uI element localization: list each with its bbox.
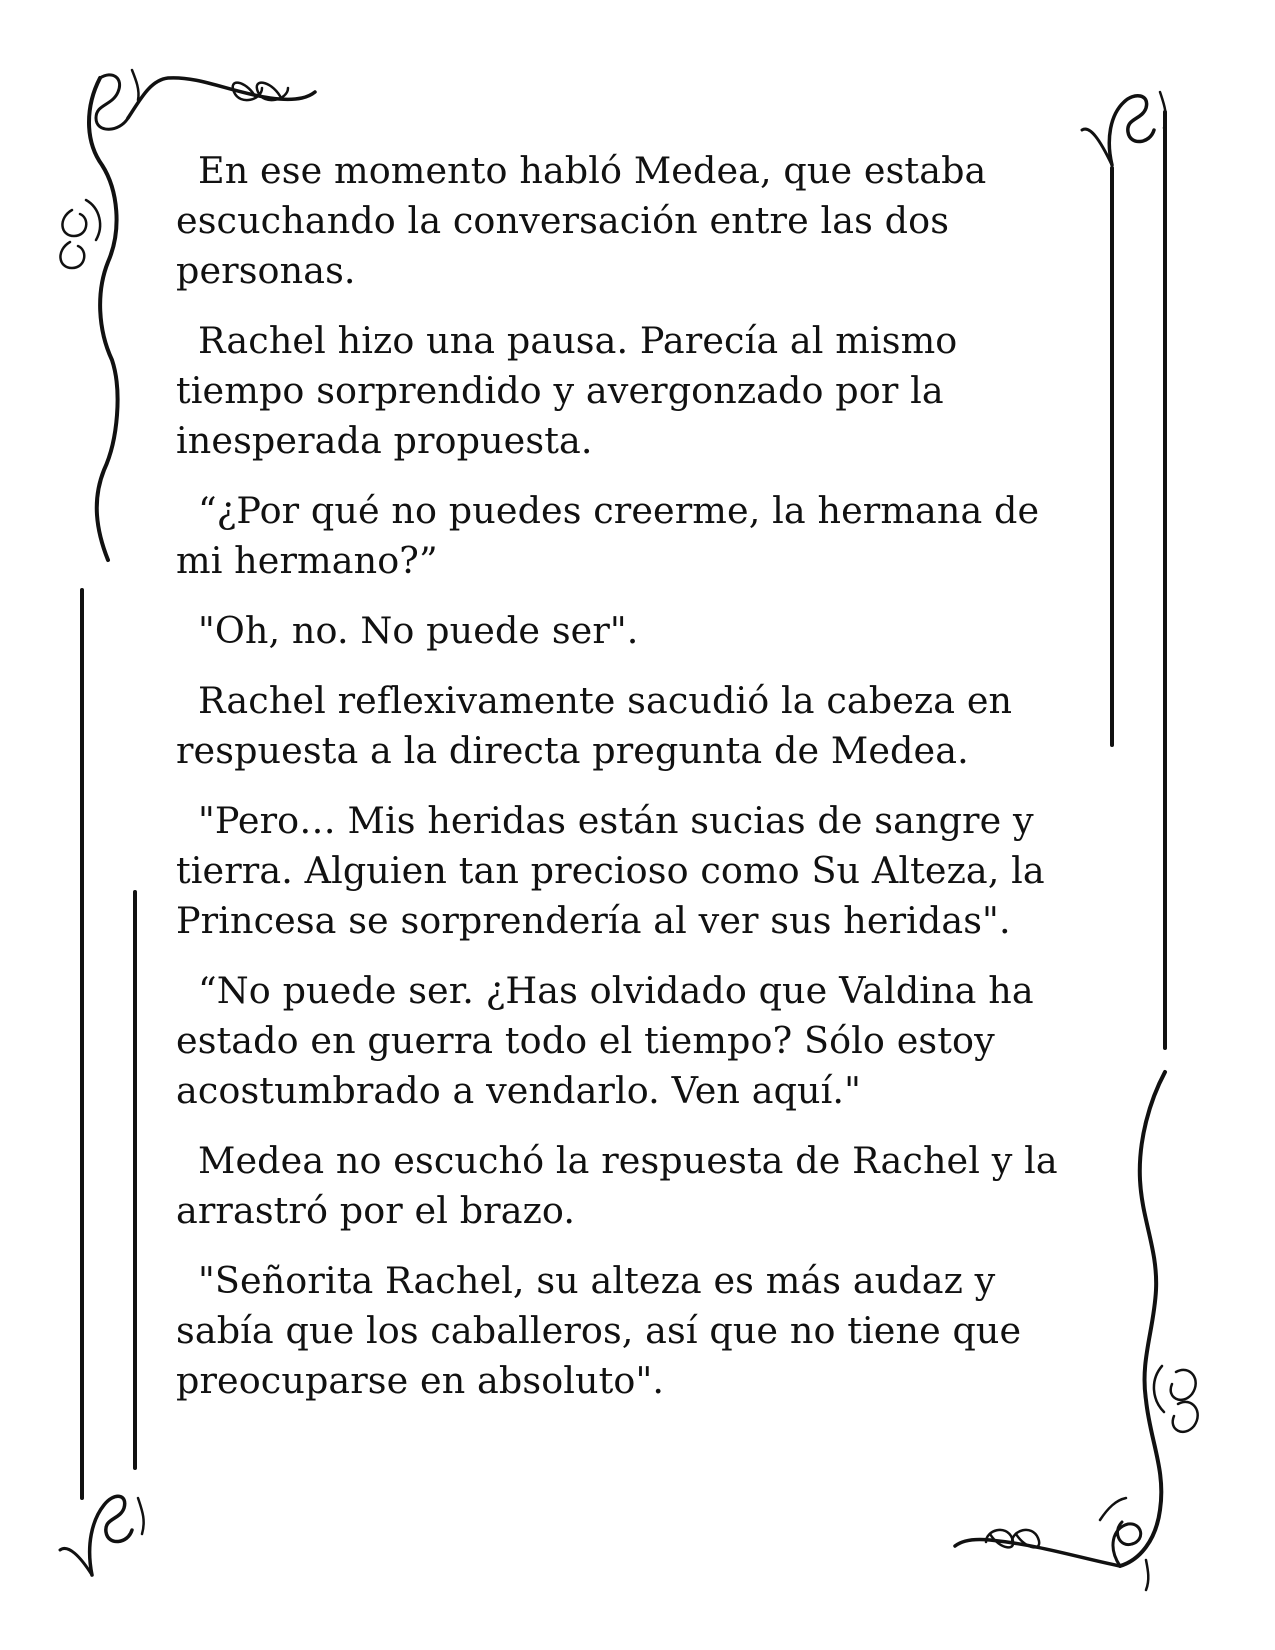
paragraph-7: “No puede ser. ¿Has olvidado que Valdina ha estado en guerra todo el tiempo? Sólo estoy acostumbrado a vendarlo. Ven aquí." <box>176 969 1034 1112</box>
paragraph-3: “¿Por qué no puedes creerme, la hermana de mi hermano?” <box>176 489 1040 582</box>
paragraph-2: Rachel hizo una pausa. Parecía al mismo tiempo sorprendido y avergonzado por la inesperada propuesta. <box>176 319 958 462</box>
paragraph-8: Medea no escuchó la respuesta de Rachel y la arrastró por el brazo. <box>176 1139 1058 1232</box>
paragraph-5: Rachel reflexivamente sacudió la cabeza en respuesta a la directa pregunta de Medea. <box>176 679 1013 772</box>
story-text <box>176 146 1076 1426</box>
paragraph-1: En ese momento habló Medea, que estaba escuchando la conversación entre las dos personas. <box>176 149 987 292</box>
paragraph-9: "Señorita Rachel, su alteza es más audaz y sabía que los caballeros, así que no tiene que preocuparse en absoluto". <box>176 1259 1022 1402</box>
top-right-flourish-icon <box>1082 92 1166 165</box>
paragraph-6: "Pero… Mis heridas están sucias de sangre y tierra. Alguien tan precioso como Su Alteza, la Princesa se sorprendería al ver sus heridas". <box>176 799 1045 942</box>
paragraph-4: "Oh, no. No puede ser". <box>198 609 639 652</box>
bottom-left-flourish-icon <box>60 1496 144 1575</box>
